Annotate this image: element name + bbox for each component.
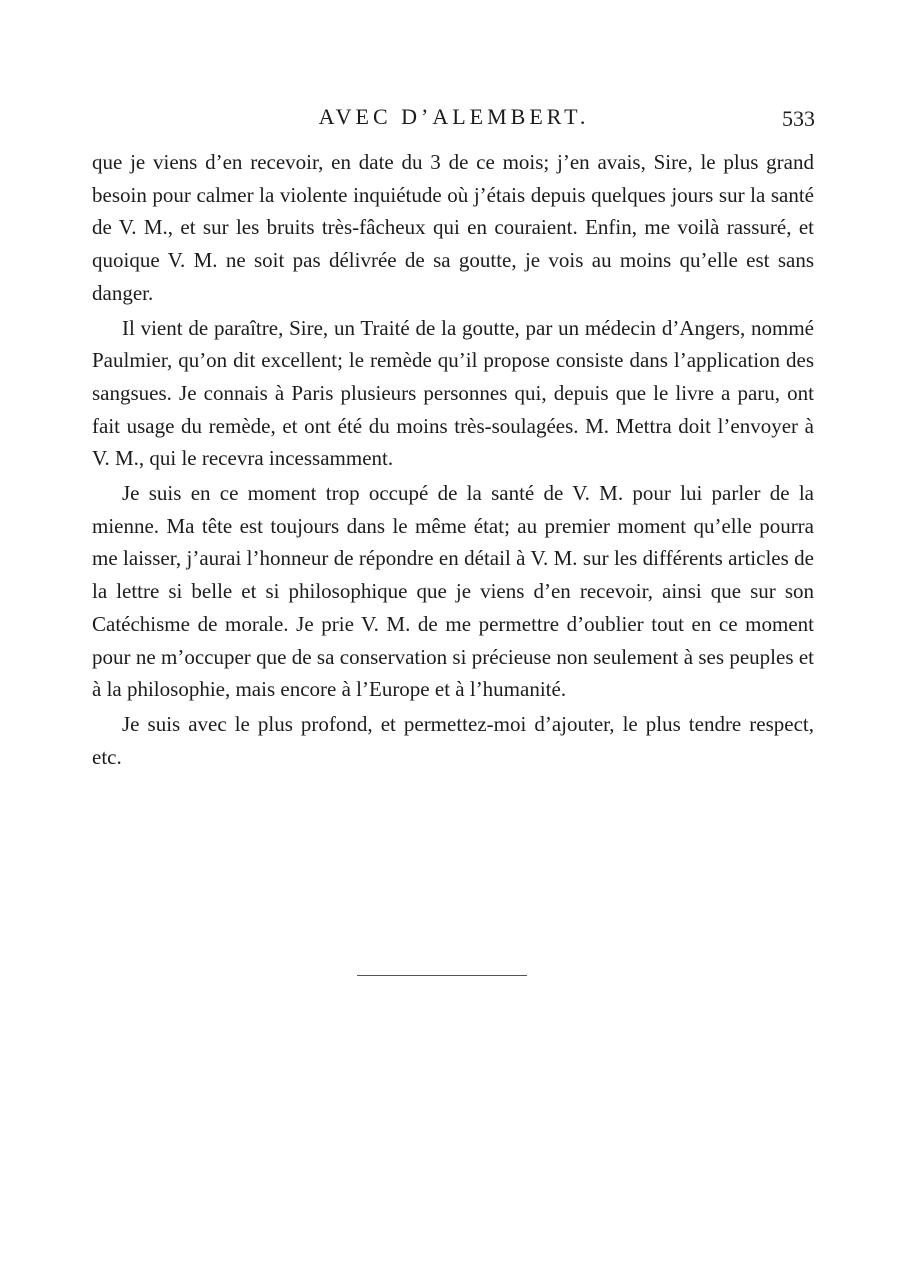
page-number: 533 [782, 106, 815, 131]
paragraph-closing: Je suis avec le plus profond, et permettez-moi d’ajouter, le plus tendre respect, etc. [92, 711, 814, 769]
running-head [0, 104, 900, 134]
letter-text [92, 146, 814, 773]
paragraph-health: Je suis en ce moment trop occupé de la santé de V. M. pour lui parler de la mienne. Ma tête est toujours dans le même état; au premier moment qu’elle pourra me laisser, j’aurai l’honneur de répondre en détail à V. M. sur les différents articles de la lettre si belle et si philosophique que je viens d’en recevoir, ainsi que sur son Catéchisme de morale. Je prie V. M. de me permettre d’oublier tout en ce moment pour ne m’occuper que de sa conservation si précieuse non seulement à ses peuples et à la philosophie, mais encore à l’Europe et à l’humanité. [92, 481, 814, 702]
paragraph-treatise: Il vient de paraître, Sire, un Traité de la goutte, par un médecin d’Angers, nommé Paulmier, qu’on dit excellent; le remède qu’il propose consiste dans l’application des sangsues. Je connais à Paris plusieurs personnes qui, depuis que le livre a paru, ont fait usage du remède, et ont été du moins très-soulagées. M. Mettra doit l’envoyer à V. M., qui le recevra incessamment. [92, 315, 814, 471]
paragraph-continuation: que je viens d’en recevoir, en date du 3 de ce mois; j’en avais, Sire, le plus grand besoin pour calmer la violente inquiétude où j’étais depuis quelques jours sur la santé de V. M., et sur les bruits très-fâcheux qui en couraient. Enfin, me voilà rassuré, et quoique V. M. ne soit pas délivrée de sa goutte, je vois au moins qu’elle est sans danger. [92, 150, 814, 305]
running-title: AVEC D’ALEMBERT. [318, 104, 590, 129]
section-divider [357, 975, 527, 976]
